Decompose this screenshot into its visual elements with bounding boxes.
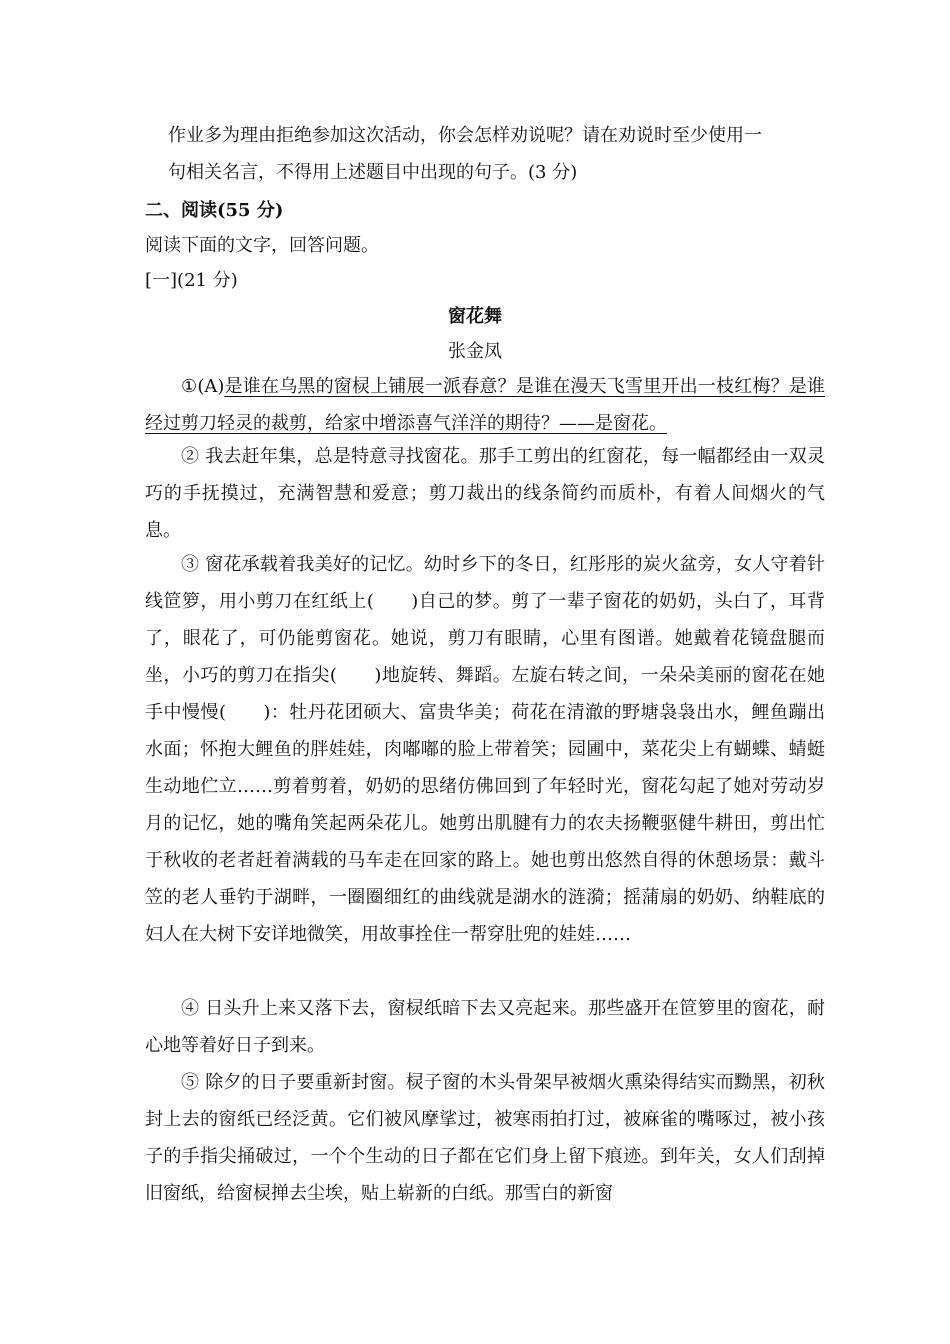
intro-line-2: 句相关名言，不得用上述题目中出现的句子。(3 分) — [168, 162, 578, 183]
paragraph-1-prefix: ①(A) — [181, 376, 225, 397]
section-subheading: [一](21 分) — [145, 270, 238, 291]
paragraph-1-underlined-text: 是谁在乌黑的窗棂上铺展一派春意？是谁在漫天飞雪里开出一枝红梅？是谁经过剪刀轻灵的裁剪，给家中增添喜气洋洋的期待？——是窗花。 — [145, 376, 825, 434]
paragraph-3: ③ 窗花承载着我美好的记忆。幼时乡下的冬日，红彤彤的炭火盆旁，女人守着针线笸箩，用小剪刀在红纸上( )自己的梦。剪了一辈子窗花的奶奶，头白了，耳背了，眼花了，可仍能剪窗花。她说，剪刀有眼睛，心里有图谱。她戴着花镜盘腿而坐，小巧的剪刀在指尖( )地旋转、舞蹈。左旋右转之间，一朵朵美丽的窗花在她手中慢慢( )：牡丹花团硕大、富贵华美；荷花在清澈的野塘袅袅出水，鲤鱼蹦出水面；怀抱大鲤鱼的胖娃娃，肉嘟嘟的脸上带着笑；园圃中，菜花尖上有蝴蝶、蜻蜓生动地伫立……剪着剪着，奶奶的思绪仿佛回到了年轻时光，窗花勾起了她对劳动岁月的记忆，她的嘴角笑起两朵花儿。她剪出肌腱有力的农夫扬鞭驱健牛耕田，剪出忙于秋收的老者赶着满载的马车走在回家的路上。她也剪出悠然自得的休憩场景：戴斗笠的老人垂钓于湖畔，一圈圈细红的曲线就是湖水的涟漪；摇蒲扇的奶奶、纳鞋底的妇人在大树下安详地微笑，用故事拴住一帮穿肚兜的娃娃…… — [145, 554, 825, 945]
paragraph-5: ⑤ 除夕的日子要重新封窗。棂子窗的木头骨架早被烟火熏染得结实而黝黑，初秋封上去的窗纸已经泛黄。它们被风摩挲过，被寒雨拍打过，被麻雀的嘴啄过，被小孩子的手指尖捅破过，一个个生动的日子都在它们身上留下痕迹。到年关，女人们刮掉旧窗纸，给窗棂掸去尘埃，贴上崭新的白纸。那雪白的新窗 — [145, 1072, 825, 1204]
section-instruction: 阅读下面的文字，回答问题。 — [145, 235, 379, 256]
article-author: 张金凤 — [448, 341, 502, 362]
section-heading: 二、阅读(55 分) — [145, 200, 284, 221]
paragraph-1 — [145, 368, 825, 442]
paragraph-2: ② 我去赶年集，总是特意寻找窗花。那手工剪出的红窗花，每一幅都经由一双灵巧的手抚摸过，充满智慧和爱意；剪刀裁出的线条简约而质朴，有着人间烟火的气息。 — [145, 446, 825, 541]
intro-line-1: 作业多为理由拒绝参加这次活动，你会怎样劝说呢？请在劝说时至少使用一 — [168, 125, 762, 146]
article-title: 窗花舞 — [448, 306, 502, 327]
paragraph-4: ④ 日头升上来又落下去，窗棂纸暗下去又亮起来。那些盛开在笸箩里的窗花，耐心地等着好日子到来。 — [145, 998, 825, 1056]
